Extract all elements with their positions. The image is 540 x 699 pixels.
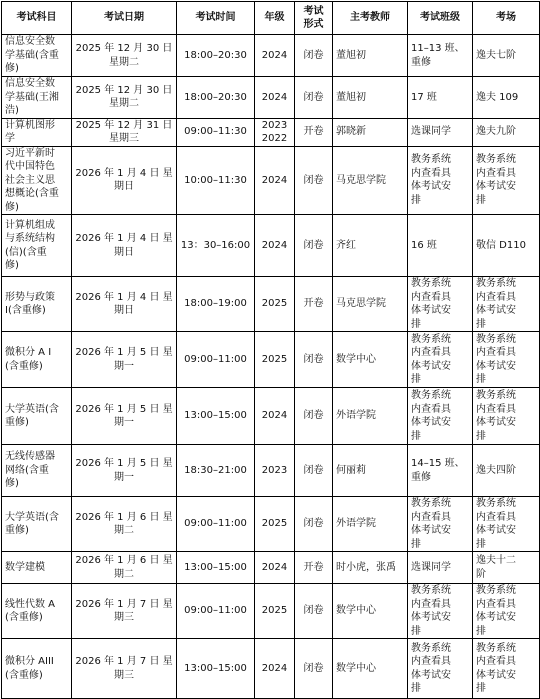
table-row [2, 445, 540, 497]
cell-classes [408, 146, 473, 215]
cell-teacher-text: 何丽莉 [336, 464, 366, 476]
cell-room-text: 教务系统 内查看具 体考试安 排 [476, 390, 516, 442]
cell-format-text: 开卷 [303, 561, 324, 573]
cell-time [177, 118, 255, 146]
cell-grade [255, 552, 295, 584]
cell-grade-text: 2025 [261, 353, 288, 365]
cell-format [295, 445, 333, 497]
cell-subject [2, 277, 72, 332]
cell-teacher-text: 马克思学院 [336, 174, 386, 186]
cell-room-text: 逸夫 109 [476, 91, 519, 103]
cell-time [177, 332, 255, 388]
cell-time-text: 13:00–15:00 [184, 662, 247, 674]
cell-date-text: 2026 年 1 月 4 日 星 期日 [75, 233, 173, 258]
cell-grade [255, 277, 295, 332]
cell-grade-text: 2024 [261, 239, 288, 251]
cell-grade-text: 2025 [261, 605, 288, 617]
cell-classes-text: 11–13 班、 重修 [411, 43, 465, 68]
cell-subject-text: 微积分 AIII (含重修) [5, 656, 54, 681]
cell-classes-text: 选课同学 [411, 561, 451, 573]
cell-teacher-text: 董旭初 [336, 91, 366, 103]
cell-teacher [333, 552, 408, 584]
cell-teacher [333, 445, 408, 497]
cell-format [295, 118, 333, 146]
cell-format [295, 35, 333, 77]
cell-time-text: 09:00–11:00 [184, 518, 247, 530]
cell-time-text: 18:00–19:00 [184, 298, 247, 310]
cell-room [473, 332, 540, 388]
cell-room [473, 146, 540, 215]
cell-classes-text: 教务系统 内查看具 体考试安 排 [411, 390, 451, 442]
cell-time-text: 09:00–11:00 [184, 353, 247, 365]
cell-room [473, 445, 540, 497]
cell-subject [2, 388, 72, 445]
cell-grade [255, 497, 295, 552]
cell-time [177, 35, 255, 77]
cell-time-text: 13:00–15:00 [184, 410, 247, 422]
cell-grade-text: 2025 [261, 298, 288, 310]
cell-format-text: 闭卷 [303, 605, 324, 617]
table-row [2, 639, 540, 699]
cell-grade [255, 584, 295, 639]
cell-time [177, 277, 255, 332]
cell-subject-text: 信息安全数 学基础(含重 修) [5, 36, 59, 75]
cell-classes-text: 14–15 班、 重修 [411, 458, 465, 483]
cell-date-text: 2026 年 1 月 5 日 星 期一 [75, 458, 173, 483]
cell-room [473, 277, 540, 332]
cell-date-text: 2025 年 12 月 30 日 星期二 [75, 84, 173, 110]
cell-teacher-text: 数学中心 [336, 353, 376, 365]
cell-grade [255, 388, 295, 445]
cell-time-text: 18:00–20:30 [184, 49, 247, 61]
cell-grade [255, 445, 295, 497]
cell-time-text: 13:00–15:00 [184, 561, 247, 573]
exam-schedule-table [1, 1, 540, 699]
cell-classes-text: 教务系统 内查看具 体考试安 排 [411, 154, 451, 206]
cell-time-text: 10:00–11:30 [184, 174, 247, 186]
cell-teacher-text: 外语学院 [336, 410, 376, 422]
cell-subject-text: 无线传感器 网络(含重 修) [5, 451, 55, 490]
cell-subject-text: 计算机图形 学 [5, 119, 55, 144]
cell-time [177, 388, 255, 445]
cell-time [177, 584, 255, 639]
cell-classes [408, 552, 473, 584]
cell-time [177, 497, 255, 552]
cell-subject [2, 118, 72, 146]
cell-date [72, 552, 177, 584]
cell-classes-text: 教务系统 内查看具 体考试安 排 [411, 585, 451, 637]
cell-teacher [333, 497, 408, 552]
cell-grade-text: 2024 [261, 174, 288, 186]
cell-subject [2, 584, 72, 639]
cell-room-text: 教务系统 内查看具 体考试安 排 [476, 585, 516, 637]
cell-room [473, 215, 540, 277]
cell-format-text: 开卷 [303, 298, 324, 310]
table-row [2, 584, 540, 639]
cell-grade-text: 2025 [261, 518, 288, 530]
cell-teacher-text: 齐红 [336, 239, 356, 251]
cell-subject [2, 445, 72, 497]
header-room: 考场 [473, 2, 540, 35]
table-row [2, 388, 540, 445]
cell-grade [255, 639, 295, 699]
cell-format-text: 闭卷 [303, 239, 324, 251]
cell-teacher-text: 董旭初 [336, 49, 366, 61]
cell-subject-text: 大学英语(含 重修) [5, 403, 59, 428]
cell-grade [255, 35, 295, 77]
header-time: 考试时间 [177, 2, 255, 35]
cell-subject-text: 微积分 A I (含重修) [5, 347, 52, 372]
cell-format [295, 146, 333, 215]
cell-grade [255, 215, 295, 277]
cell-format-text: 闭卷 [303, 518, 324, 530]
cell-date [72, 277, 177, 332]
cell-format [295, 388, 333, 445]
cell-classes-text: 教务系统 内查看具 体考试安 排 [411, 642, 451, 694]
cell-date [72, 388, 177, 445]
cell-date-text: 2025 年 12 月 30 日 星期二 [75, 43, 173, 68]
cell-subject-text: 形势与政策 I(含重修) [5, 291, 55, 316]
cell-classes [408, 215, 473, 277]
cell-time [177, 639, 255, 699]
cell-room-text: 教务系统 内查看具 体考试安 排 [476, 154, 516, 206]
cell-subject-text: 线性代数 A (含重修) [5, 598, 56, 623]
cell-time [177, 215, 255, 277]
cell-date [72, 445, 177, 497]
cell-format-text: 闭卷 [303, 410, 324, 422]
cell-time [177, 77, 255, 119]
cell-teacher-text: 数学中心 [336, 605, 376, 617]
cell-grade-text: 2023 2022 [261, 119, 288, 144]
table-header-row [2, 2, 540, 35]
cell-room-text: 教务系统 内查看具 体考试安 排 [476, 278, 516, 330]
header-teacher: 主考教师 [333, 2, 408, 35]
cell-subject-text: 数学建模 [5, 561, 45, 573]
cell-date [72, 146, 177, 215]
cell-classes [408, 332, 473, 388]
cell-time-text: 18:30–21:00 [184, 464, 247, 476]
table-row [2, 277, 540, 332]
cell-classes [408, 445, 473, 497]
table-row [2, 118, 540, 146]
cell-classes [408, 77, 473, 119]
cell-classes [408, 35, 473, 77]
cell-room [473, 639, 540, 699]
cell-format [295, 277, 333, 332]
cell-time-text: 13：30–16:00 [180, 239, 251, 251]
cell-classes-text: 教务系统 内查看具 体考试安 排 [411, 498, 451, 550]
cell-subject [2, 552, 72, 584]
cell-grade [255, 146, 295, 215]
cell-format-text: 闭卷 [303, 353, 324, 365]
cell-format-text: 闭卷 [303, 49, 324, 61]
cell-classes [408, 584, 473, 639]
header-grade: 年级 [255, 2, 295, 35]
table-row [2, 35, 540, 77]
cell-subject [2, 146, 72, 215]
table-row [2, 497, 540, 552]
cell-date-text: 2026 年 1 月 4 日 星 期日 [75, 291, 173, 316]
cell-format [295, 215, 333, 277]
cell-format [295, 584, 333, 639]
cell-teacher-text: 时小虎，张禹 [336, 561, 396, 573]
cell-time-text: 09:00–11:30 [184, 126, 247, 138]
cell-room-text: 逸夫四阶 [476, 464, 516, 476]
cell-classes-text: 选课同学 [411, 126, 451, 138]
cell-teacher [333, 215, 408, 277]
table-row [2, 332, 540, 388]
cell-format-text: 闭卷 [303, 662, 324, 674]
cell-time [177, 146, 255, 215]
cell-room [473, 35, 540, 77]
cell-time-text: 09:00–11:00 [184, 605, 247, 617]
cell-teacher [333, 584, 408, 639]
cell-date [72, 497, 177, 552]
table-row [2, 215, 540, 277]
cell-format-text: 开卷 [303, 126, 324, 138]
cell-room-text: 逸夫九阶 [476, 126, 516, 138]
cell-classes [408, 639, 473, 699]
table-row [2, 77, 540, 119]
cell-date-text: 2026 年 1 月 5 日 星 期一 [75, 347, 173, 372]
cell-date [72, 35, 177, 77]
cell-teacher [333, 332, 408, 388]
cell-format-text: 闭卷 [303, 464, 324, 476]
cell-subject-text: 大学英语(含 重修) [5, 511, 59, 536]
table-row [2, 552, 540, 584]
cell-date-text: 2026 年 1 月 7 日 星 期三 [75, 656, 173, 681]
header-date: 考试日期 [72, 2, 177, 35]
header-classes: 考试班级 [408, 2, 473, 35]
cell-format [295, 552, 333, 584]
cell-room-text: 逸夫七阶 [476, 49, 516, 61]
cell-grade-text: 2024 [261, 91, 288, 103]
cell-classes [408, 118, 473, 146]
cell-grade [255, 118, 295, 146]
cell-subject [2, 332, 72, 388]
cell-room [473, 552, 540, 584]
cell-time [177, 445, 255, 497]
cell-subject-text: 习近平新时 代中国特色 社会主义思 想概论(含重 修) [5, 147, 59, 213]
cell-teacher [333, 118, 408, 146]
cell-time [177, 552, 255, 584]
cell-date [72, 639, 177, 699]
cell-subject [2, 497, 72, 552]
cell-room [473, 77, 540, 119]
cell-grade-text: 2024 [261, 49, 288, 61]
cell-room [473, 118, 540, 146]
cell-date-text: 2026 年 1 月 5 日 星 期一 [75, 403, 173, 428]
cell-room [473, 388, 540, 445]
cell-teacher [333, 35, 408, 77]
cell-format-text: 闭卷 [303, 174, 324, 186]
cell-classes-text: 教务系统 内查看具 体考试安 排 [411, 278, 451, 330]
cell-teacher [333, 146, 408, 215]
cell-classes [408, 277, 473, 332]
cell-classes-text: 16 班 [411, 239, 437, 251]
cell-date-text: 2025 年 12 月 31 日 星期三 [75, 119, 173, 144]
cell-subject-text: 信息安全数 学基础(王湘 浩) [5, 78, 59, 116]
cell-subject [2, 639, 72, 699]
cell-date [72, 215, 177, 277]
cell-subject-text: 计算机组成 与系统结构 (信)(含重 修) [5, 219, 55, 271]
cell-teacher [333, 277, 408, 332]
cell-subject [2, 215, 72, 277]
cell-time-text: 18:00–20:30 [184, 91, 247, 103]
cell-date [72, 118, 177, 146]
cell-format [295, 497, 333, 552]
cell-date-text: 2026 年 1 月 6 日 星 期二 [75, 511, 173, 536]
cell-subject [2, 77, 72, 119]
cell-classes-text: 教务系统 内查看具 体考试安 排 [411, 333, 451, 385]
cell-grade-text: 2024 [261, 662, 288, 674]
cell-teacher [333, 77, 408, 119]
cell-grade-text: 2024 [261, 410, 288, 422]
cell-format [295, 332, 333, 388]
header-subject: 考试科目 [2, 2, 72, 35]
cell-classes [408, 388, 473, 445]
cell-room-text: 逸夫十二 阶 [476, 555, 516, 580]
cell-room-text: 教务系统 内查看具 体考试安 排 [476, 498, 516, 550]
header-format: 考试 形式 [295, 2, 333, 35]
cell-date [72, 77, 177, 119]
cell-date-text: 2026 年 1 月 6 日 星 期二 [75, 555, 173, 580]
cell-date [72, 332, 177, 388]
cell-grade-text: 2024 [261, 561, 288, 573]
cell-format [295, 639, 333, 699]
cell-date [72, 584, 177, 639]
cell-teacher [333, 639, 408, 699]
cell-room-text: 敬信 D110 [476, 239, 526, 251]
cell-room [473, 584, 540, 639]
cell-teacher-text: 数学中心 [336, 662, 376, 674]
cell-subject [2, 35, 72, 77]
cell-grade [255, 77, 295, 119]
cell-date-text: 2026 年 1 月 4 日 星 期日 [75, 167, 173, 193]
cell-room-text: 教务系统 内查看具 体考试安 排 [476, 333, 516, 385]
cell-grade [255, 332, 295, 388]
cell-room-text: 教务系统 内查看具 体考试安 排 [476, 642, 516, 694]
cell-teacher-text: 外语学院 [336, 518, 376, 530]
cell-format [295, 77, 333, 119]
cell-room [473, 497, 540, 552]
cell-teacher-text: 马克思学院 [336, 298, 386, 310]
table-row [2, 146, 540, 215]
cell-classes-text: 17 班 [411, 91, 437, 103]
cell-grade-text: 2023 [261, 464, 288, 476]
cell-format-text: 闭卷 [303, 91, 324, 103]
cell-teacher [333, 388, 408, 445]
cell-classes [408, 497, 473, 552]
cell-teacher-text: 郭晓新 [336, 126, 366, 138]
cell-date-text: 2026 年 1 月 7 日 星 期三 [75, 598, 173, 623]
